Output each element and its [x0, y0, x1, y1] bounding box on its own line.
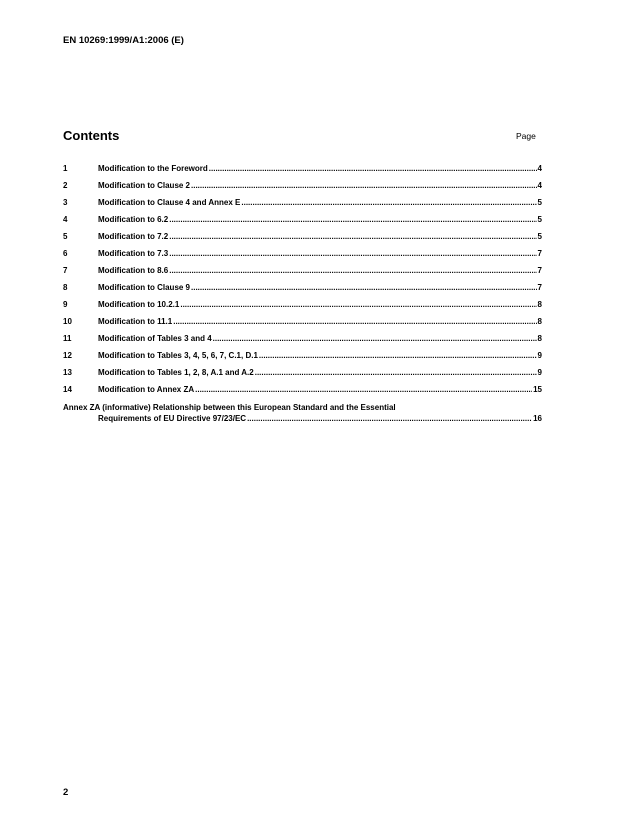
toc-entry[interactable] [63, 385, 542, 402]
toc-leader-dots [173, 317, 536, 326]
toc-annex-title-line2: Requirements of EU Directive 97/23/EC [98, 414, 247, 423]
toc-entry-title: Modification to Tables 1, 2, 8, A.1 and A.2 [98, 368, 254, 377]
toc-annex-page: 16 [533, 414, 542, 423]
page-column-label: Page [516, 131, 536, 141]
toc-entry-page: 8 [537, 334, 542, 343]
toc-leader-dots [241, 198, 536, 207]
toc-entry-page: 8 [537, 300, 542, 309]
toc-entry[interactable] [63, 368, 542, 385]
toc-entry-title: Modification to the Foreword [98, 164, 208, 173]
toc-leader-dots [169, 232, 536, 241]
toc-entry-number: 5 [63, 232, 68, 241]
toc-entry-title: Modification to Clause 2 [98, 181, 191, 190]
toc-entry-number: 3 [63, 198, 68, 207]
toc-entry-title: Modification to Tables 3, 4, 5, 6, 7, C.1, D.1 [98, 351, 258, 360]
document-header: EN 10269:1999/A1:2006 (E) [63, 35, 184, 46]
page-number: 2 [63, 787, 69, 798]
toc-leader-dots [209, 164, 537, 173]
toc-entry[interactable] [63, 164, 542, 181]
toc-entry-title: Modification to 6.2 [98, 215, 169, 224]
toc-leader-dots [213, 334, 537, 343]
toc-leader-dots [169, 249, 536, 258]
toc-entry-page: 5 [537, 232, 542, 241]
toc-entry-title: Modification to Annex ZA [98, 385, 195, 394]
toc-entry-page: 8 [537, 317, 542, 326]
toc-entry[interactable] [63, 215, 542, 232]
toc-leader-dots [180, 300, 536, 309]
toc-entry-number: 9 [63, 300, 68, 309]
toc-entry-number: 10 [63, 317, 72, 326]
toc-entry-title: Modification to 10.2.1 [98, 300, 180, 309]
toc-leader-dots [191, 283, 537, 292]
toc-entry-number: 7 [63, 266, 68, 275]
toc-annex-title-line1: Annex ZA (informative) Relationship between this European Standard and the Essential [63, 403, 396, 412]
toc-entry-number: 14 [63, 385, 72, 394]
toc-entry-number: 2 [63, 181, 68, 190]
toc-entry[interactable] [63, 181, 542, 198]
toc-leader-dots [191, 181, 537, 190]
toc-entry[interactable] [63, 266, 542, 283]
toc-entry-title: Modification to 8.6 [98, 266, 169, 275]
toc-entry-page: 4 [537, 164, 542, 173]
toc-entry-number: 4 [63, 215, 68, 224]
toc-entry[interactable] [63, 300, 542, 317]
toc-entry[interactable] [63, 249, 542, 266]
contents-title: Contents [63, 128, 120, 143]
toc-entry-title: Modification to 11.1 [98, 317, 173, 326]
toc-entry[interactable] [63, 198, 542, 215]
toc-entry[interactable] [63, 283, 542, 300]
toc-entry-page: 9 [537, 368, 542, 377]
toc-entry-page: 7 [537, 249, 542, 258]
toc-leader-dots [259, 351, 537, 360]
toc-leader-dots [255, 368, 537, 377]
toc-entry-title: Modification to Clause 4 and Annex E [98, 198, 241, 207]
toc-entry-page: 5 [537, 215, 542, 224]
toc-entry[interactable] [63, 317, 542, 334]
toc-entry-page: 7 [537, 283, 542, 292]
toc-entry-page: 15 [533, 385, 542, 394]
toc-entry-number: 11 [63, 334, 72, 343]
toc-leader-dots [195, 385, 532, 394]
toc-entry-number: 12 [63, 351, 72, 360]
toc-entry-page: 5 [537, 198, 542, 207]
toc-entry[interactable] [63, 351, 542, 368]
toc-entry-number: 8 [63, 283, 68, 292]
toc-entry-number: 6 [63, 249, 68, 258]
toc-annex-entry[interactable] [63, 403, 542, 425]
toc-entry-page: 4 [537, 181, 542, 190]
toc-entry-page: 9 [537, 351, 542, 360]
toc-leader-dots [169, 215, 536, 224]
toc-entry-page: 7 [537, 266, 542, 275]
toc-entry-number: 1 [63, 164, 68, 173]
toc-entry[interactable] [63, 232, 542, 249]
toc-entry[interactable] [63, 334, 542, 351]
toc-leader-dots [247, 414, 532, 423]
toc-entry-title: Modification to Clause 9 [98, 283, 191, 292]
toc-entry-title: Modification of Tables 3 and 4 [98, 334, 212, 343]
toc-entry-title: Modification to 7.3 [98, 249, 169, 258]
toc-leader-dots [169, 266, 536, 275]
toc-entry-title: Modification to 7.2 [98, 232, 169, 241]
table-of-contents [63, 164, 542, 425]
toc-entry-number: 13 [63, 368, 72, 377]
